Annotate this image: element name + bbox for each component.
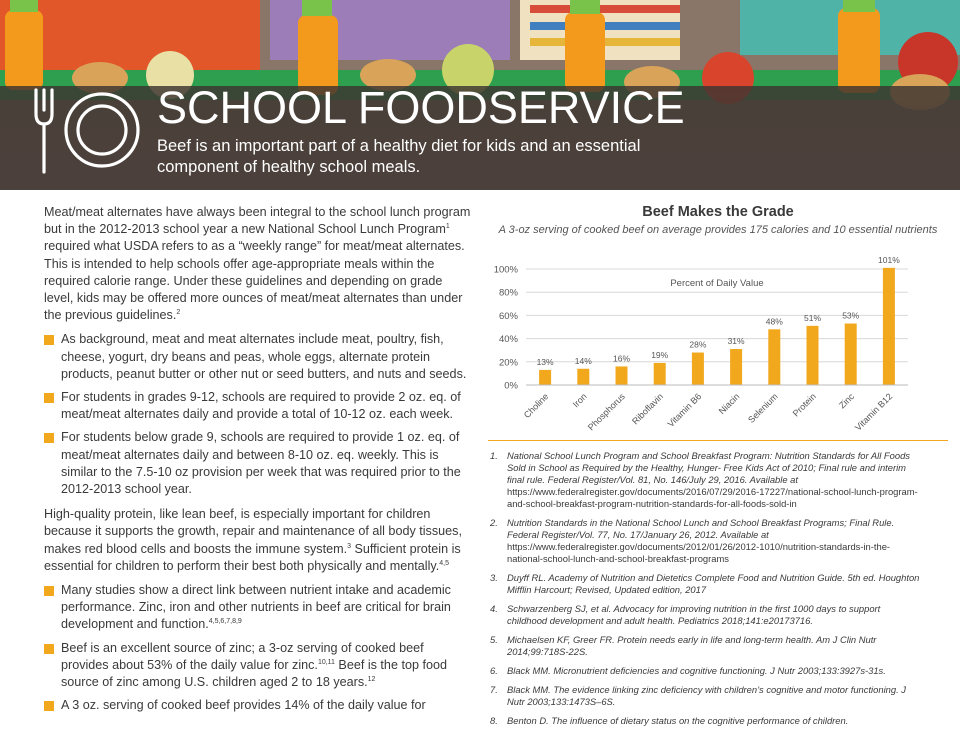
y-tick-label: 100% bbox=[493, 264, 518, 276]
x-tick-label: Zinc bbox=[837, 391, 857, 411]
bar-chart bbox=[488, 204, 948, 440]
y-tick-label: 80% bbox=[498, 287, 518, 299]
reference-number: 1. bbox=[490, 450, 498, 461]
bullet-text: For students below grade 9, schools are required to provide 1 oz. eq. of meat/meat alternates daily and between 8-10 oz. eq. weekly. This is similar to the 7.5-10 oz provision per week that was required prior to the 2012-2013 school year. bbox=[61, 430, 461, 497]
reference-item bbox=[488, 517, 920, 565]
data-label: 14% bbox=[574, 355, 592, 366]
footnote-ref: 4,5 bbox=[439, 559, 449, 567]
x-tick-label: Niacin bbox=[716, 391, 742, 417]
data-label: 31% bbox=[727, 336, 745, 347]
reference-item bbox=[488, 450, 920, 510]
intro-paragraph bbox=[44, 204, 472, 324]
bullet-text-cont: Beef is the top food source of zinc among U.S. children aged 2 to 18 years. bbox=[61, 657, 447, 690]
x-tick-label: Phosphorus bbox=[585, 391, 627, 433]
list-item bbox=[44, 582, 472, 634]
bar-iron bbox=[577, 369, 589, 385]
reference-text: Schwarzenberg SJ, et al. Advocacy for improving nutrition in the first 1000 days to support childhood development and adult health. Pediatrics 2018;141:e20173716. bbox=[507, 603, 881, 626]
bar-riboflavin bbox=[654, 363, 666, 385]
bullet-list-guidelines bbox=[44, 331, 472, 498]
bar-vitamin-b6 bbox=[692, 353, 704, 385]
footnote-ref: 4,5,6,7,8,9 bbox=[208, 618, 242, 626]
x-tick-label: Selenium bbox=[746, 391, 780, 425]
fork-plate-icon bbox=[30, 86, 145, 178]
footnote-ref: 12 bbox=[367, 675, 376, 683]
list-item bbox=[44, 640, 472, 692]
data-label: 28% bbox=[689, 339, 707, 350]
references-list bbox=[488, 450, 920, 734]
data-label: 48% bbox=[765, 316, 783, 327]
bullet-text: A 3 oz. serving of cooked beef provides 14% of the daily value for bbox=[61, 698, 426, 713]
bar-phosphorus bbox=[616, 366, 628, 385]
reference-item bbox=[488, 665, 920, 677]
bullet-text: As background, meat and meat alternates include meat, poultry, fish, cheese, yogurt, dry beans and peas, whole eggs, alternate protein products, peanut butter or other nut or seed butters, and nuts and seeds. bbox=[61, 332, 467, 381]
x-tick-label: Vitamin B12 bbox=[853, 391, 895, 433]
list-item bbox=[44, 331, 472, 383]
reference-number: 5. bbox=[490, 634, 498, 645]
x-tick-label: Choline bbox=[521, 391, 551, 421]
reference-link[interactable]: https://www.federalregister.gov/documents/2012/01/26/2012-1010/nutrition-standards-in-the-national-school-lunch-and-school-breakfast-programs bbox=[507, 541, 891, 564]
reference-number: 3. bbox=[490, 572, 498, 583]
list-item bbox=[44, 429, 472, 498]
reference-number: 4. bbox=[490, 603, 498, 614]
reference-number: 8. bbox=[490, 715, 498, 726]
x-tick-label: Vitamin B6 bbox=[665, 391, 704, 430]
data-label: 101% bbox=[878, 254, 900, 265]
reference-number: 2. bbox=[490, 517, 498, 528]
footnote-ref: 3 bbox=[347, 542, 351, 550]
protein-text-cont: Sufficient protein is essential for children to perform their best both physically and mentally. bbox=[44, 541, 461, 573]
reference-item bbox=[488, 572, 920, 596]
footnote-ref: 10,11 bbox=[317, 658, 335, 666]
bar-zinc bbox=[845, 324, 857, 385]
bullet-square-icon bbox=[44, 433, 54, 443]
bullet-text: Many studies show a direct link between nutrient intake and academic performance. Zinc, iron and other nutrients in beef are critical for brain development and function. bbox=[61, 583, 451, 632]
reference-text: Nutrition Standards in the National School Lunch and School Breakfast Programs; Final Rule. Federal Register/Vol. 77, No. 17/January 26, 2012. Available at bbox=[507, 517, 895, 540]
x-tick-label: Protein bbox=[790, 391, 818, 419]
reference-text: Black MM. The evidence linking zinc deficiency with children’s cognitive and motor functioning. J Nutr 2003;133:1473S–6S. bbox=[507, 684, 906, 707]
bullet-text: Beef is an excellent source of zinc; a 3-oz serving of cooked beef provides about 53% of the daily value for zinc. bbox=[61, 640, 424, 672]
bar-selenium bbox=[768, 329, 780, 385]
bar-niacin bbox=[730, 349, 742, 385]
body-text-column bbox=[44, 204, 472, 722]
x-tick-label: Iron bbox=[570, 391, 589, 410]
reference-number: 6. bbox=[490, 665, 498, 676]
chart-inner-label: Percent of Daily Value bbox=[670, 278, 764, 289]
bullet-square-icon bbox=[44, 393, 54, 403]
data-label: 13% bbox=[536, 356, 554, 367]
reference-number: 7. bbox=[490, 684, 498, 695]
bullet-square-icon bbox=[44, 701, 54, 711]
data-label: 16% bbox=[612, 353, 631, 364]
y-tick-label: 0% bbox=[504, 380, 518, 392]
page-subtitle: Beef is an important part of a healthy diet for kids and an essential component of healthy school meals. bbox=[157, 137, 641, 176]
reference-item bbox=[488, 603, 920, 627]
reference-item bbox=[488, 715, 920, 727]
bar-vitamin-b12 bbox=[883, 268, 895, 385]
footnote-ref: 1 bbox=[445, 223, 450, 231]
reference-text: Duyff RL. Academy of Nutrition and Dietetics Complete Food and Nutrition Guide. 5th ed. Houghton Mifflin Harcourt; Revised, Updated edition, 2017 bbox=[507, 572, 920, 595]
list-item bbox=[44, 697, 472, 714]
y-tick-label: 60% bbox=[498, 310, 518, 322]
reference-item bbox=[488, 634, 920, 658]
reference-text: National School Lunch Program and School Breakfast Program: Nutrition Standards for All Foods Sold in School as Required by the Healthy, Hunger- Free Kids Act of 2010; Final rule and interim final rule. Federal Register/Vol. 81, No. 146/July 29, 2016. Available at bbox=[507, 450, 910, 485]
y-tick-label: 40% bbox=[498, 334, 518, 346]
bar-choline bbox=[539, 370, 551, 385]
chart-subtitle: A 3-oz serving of cooked beef on average provides 175 calories and 10 essential nutrients bbox=[498, 224, 938, 236]
intro-text-cont: required what USDA refers to as a “weekly range” for meat/meat alternates. This is intended to help schools offer age-appropriate meals within the required calorie range. Under these guidelines and depending on grade level, kids may be offered more ounces of meat/meat alternates than under the previous guidelines. bbox=[44, 239, 465, 323]
section-divider bbox=[488, 440, 948, 441]
list-item bbox=[44, 389, 472, 423]
reference-text: Benton D. The influence of dietary status on the cognitive performance of children. bbox=[507, 715, 849, 726]
page-title: SCHOOL FOODSERVICE bbox=[157, 82, 685, 133]
data-label: 51% bbox=[803, 312, 822, 323]
reference-link[interactable]: https://www.federalregister.gov/documents/2016/07/29/2016-17227/national-school-lunch-program-and-school-breakfast-program-nutrition-standards-for-all-foods-sold-in bbox=[507, 486, 918, 509]
bullet-text: For students in grades 9-12, schools are required to provide 2 oz. eq. of meat/meat alternates daily and provide a total of 10-12 oz. each week. bbox=[61, 390, 461, 422]
bullet-list-nutrition bbox=[44, 582, 472, 714]
reference-item bbox=[488, 684, 920, 708]
x-tick-label: Riboflavin bbox=[630, 391, 666, 427]
bar-protein bbox=[807, 326, 819, 385]
reference-text: Michaelsen KF, Greer FR. Protein needs early in life and long-term health. Am J Clin Nutr 2014;99:718S-22S. bbox=[507, 634, 877, 657]
protein-paragraph bbox=[44, 506, 472, 575]
bullet-square-icon bbox=[44, 586, 54, 596]
chart-title: Beef Makes the Grade bbox=[642, 204, 794, 220]
reference-text: Black MM. Micronutrient deficiencies and cognitive functioning. J Nutr 2003;133:3927s-31s. bbox=[507, 665, 886, 676]
bullet-square-icon bbox=[44, 644, 54, 654]
intro-text: Meat/meat alternates have always been integral to the school lunch program but in the 2012-2013 school year a new National School Lunch Program bbox=[44, 205, 471, 237]
bullet-square-icon bbox=[44, 335, 54, 345]
protein-text: High-quality protein, like lean beef, is especially important for children because it supports the growth, repair and maintenance of all body tissues, makes red blood cells and boosts the immune system. bbox=[44, 507, 462, 556]
footnote-ref: 2 bbox=[176, 309, 181, 317]
data-label: 53% bbox=[842, 310, 860, 321]
data-label: 19% bbox=[651, 349, 669, 360]
y-tick-label: 20% bbox=[498, 357, 518, 369]
header-banner bbox=[0, 0, 960, 190]
chart-container bbox=[488, 204, 948, 440]
